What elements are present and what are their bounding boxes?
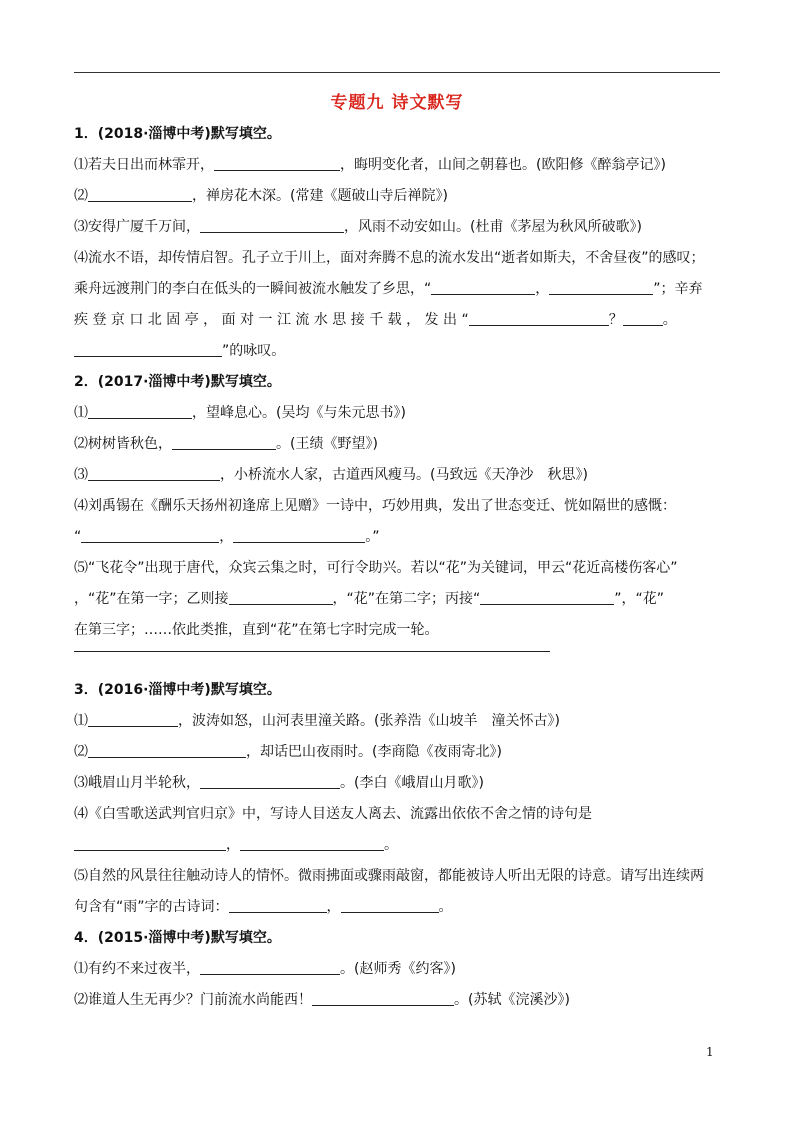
q2-item-5-line-1: [74, 558, 722, 578]
q3-item-1: [74, 711, 722, 731]
q4-item-1-text-a: ⑴有约不来过夜半，: [74, 961, 200, 977]
answer-blank[interactable]: [312, 991, 454, 1006]
q3-item-4-text: ⑷《白雪歌送武判官归京》中，写诗人目送友人离去、流露出依依不舍之情的诗句是: [74, 806, 592, 822]
page-number: 1: [706, 1045, 714, 1059]
answer-blank[interactable]: [200, 774, 340, 789]
document-body: [74, 124, 722, 1021]
q1-item-4-text: ⑷流水不语，却传情启智。孔子立于川上，面对奔腾不息的流水发出“逝者如斯夫，不舍昼夜”的感叹；: [74, 250, 705, 266]
answer-blank[interactable]: [469, 311, 609, 326]
q1-item-4-text-e: ？: [608, 312, 623, 328]
answer-blank[interactable]: [214, 156, 340, 171]
q2-item-5-line-3: [74, 620, 722, 640]
q1-item-2-text-a: ⑵: [74, 188, 88, 204]
answer-blank[interactable]: [74, 836, 226, 851]
q3-item-2-text-a: ⑵: [74, 744, 88, 760]
q1-item-1-text-a: ⑴若夫日出而林霏开，: [74, 157, 214, 173]
q2-item-1-text-a: ⑴: [74, 405, 88, 421]
q3-item-3-text-b: 。(李白《峨眉山月歌》): [340, 775, 484, 791]
q4-item-2-text-b: 。(苏轼《浣溪沙》): [454, 992, 570, 1008]
answer-blank[interactable]: [200, 218, 344, 233]
q4-heading: 4．(2015·淄博中考)默写填空。: [74, 930, 281, 946]
q3-item-5-line-2: [74, 897, 722, 917]
q2-item-5-text-a: ，“花”在第一字；乙则接: [74, 591, 229, 607]
q2-item-4-text: ⑷刘禹锡在《酬乐天扬州初逢席上见赠》一诗中，巧妙用典，发出了世态变迁、恍如隔世的感慨：: [74, 498, 676, 514]
q2-item-4-text-c: 。”: [365, 529, 380, 545]
q2-item-4-line-1: [74, 496, 722, 516]
answer-blank[interactable]: [74, 342, 222, 357]
answer-blank[interactable]: [88, 743, 246, 758]
answer-blank[interactable]: [229, 590, 333, 605]
q3-heading: 3．(2016·淄博中考)默写填空。: [74, 682, 281, 698]
header-rule: [74, 72, 720, 73]
answer-blank[interactable]: [341, 898, 439, 913]
q3-item-4-text-c: 。: [384, 837, 398, 853]
q1-item-4-text-d: 疾 登 京 口 北 固 亭 ， 面 对 一 江 流 水 思 接 千 载 ， 发 出 “: [74, 312, 469, 328]
q3-item-4-line-1: [74, 804, 722, 824]
q2-item-1: [74, 403, 722, 423]
q2-item-5-line-2: [74, 589, 722, 609]
q3-item-1-text-b: ，波涛如怒，山河表里潼关路。(张养浩《山坡羊 潼关怀古》): [178, 713, 560, 729]
q1-item-1: [74, 155, 722, 175]
q1-item-4-line-4: [74, 341, 722, 361]
q2-item-5-text-d: 在第三字；……依此类推，直到“花”在第七字时完成一轮。: [74, 622, 439, 638]
q3-item-5-text-b: ，: [326, 899, 341, 915]
answer-blank[interactable]: [88, 187, 192, 202]
q3-item-1-text-a: ⑴: [74, 713, 88, 729]
q1-item-4-text-c: ”；辛弃: [653, 281, 703, 297]
answer-line[interactable]: [74, 651, 550, 652]
q1-item-4-line-3: [74, 310, 722, 330]
q1-item-4-text-f: 。: [662, 312, 677, 328]
q1-item-4-text-b: ，: [535, 281, 550, 297]
q3-item-3-text-a: ⑶峨眉山月半轮秋，: [74, 775, 200, 791]
q2-item-4-text-b: ，: [219, 529, 234, 545]
answer-blank[interactable]: [88, 466, 220, 481]
q1-item-4-text-g: ”的咏叹。: [222, 343, 286, 359]
answer-blank[interactable]: [229, 898, 327, 913]
q2-item-1-text-b: ，望峰息心。(吴均《与朱元思书》): [192, 405, 406, 421]
q3-item-2: [74, 742, 722, 762]
q2-item-5-text-b: ，“花”在第二字；丙接“: [332, 591, 481, 607]
q4-item-1: [74, 959, 722, 979]
q1-item-2: [74, 186, 722, 206]
answer-blank[interactable]: [200, 960, 340, 975]
q1-heading: 1．(2018·淄博中考)默写填空。: [74, 126, 281, 142]
q4-item-2-text-a: ⑵谁道人生无再少？门前流水尚能西！: [74, 992, 312, 1008]
q2-item-5-text: ⑸“飞花令”出现于唐代，众宾云集之时，可行令助兴。若以“花”为关键词，甲云“花近高楼伤客心”: [74, 560, 678, 576]
q2-item-4-line-2: [74, 527, 722, 547]
q2-item-2-text-a: ⑵树树皆秋色，: [74, 436, 172, 452]
q1-item-3-text-b: ，风雨不动安如山。(杜甫《茅屋为秋风所破歌》): [344, 219, 642, 235]
answer-blank[interactable]: [88, 404, 192, 419]
q4-item-2: [74, 990, 722, 1010]
q2-item-3-text-a: ⑶: [74, 467, 88, 483]
q1-item-2-text-b: ，禅房花木深。(常建《题破山寺后禅院》): [192, 188, 448, 204]
q3-item-4-text-b: ，: [226, 837, 240, 853]
q3-item-5-text-a: 句含有“雨”字的古诗词：: [74, 899, 229, 915]
q1-item-4-line-2: [74, 279, 722, 299]
q2-item-2-text-b: 。(王绩《野望》): [276, 436, 378, 452]
q2-item-5-text-c: ”，“花”: [614, 591, 665, 607]
q2-item-4-text-a: “: [74, 529, 82, 545]
q4-item-1-text-b: 。(赵师秀《约客》): [340, 961, 456, 977]
q3-item-4-line-2: [74, 835, 722, 855]
q3-item-5-text-c: 。: [438, 899, 453, 915]
q1-item-3-text-a: ⑶安得广厦千万间，: [74, 219, 200, 235]
q1-item-1-text-b: ，晦明变化者，山间之朝暮也。(欧阳修《醉翁亭记》): [340, 157, 666, 173]
answer-blank[interactable]: [81, 528, 219, 543]
answer-blank[interactable]: [623, 311, 663, 326]
answer-blank[interactable]: [549, 280, 653, 295]
q1-item-3: [74, 217, 722, 237]
answer-blank[interactable]: [88, 712, 178, 727]
q2-item-3: [74, 465, 722, 485]
answer-blank[interactable]: [240, 836, 384, 851]
q1-item-4-text-a: 乘舟远渡荆门的李白在低头的一瞬间被流水触发了乡思，“: [74, 281, 432, 297]
answer-blank[interactable]: [233, 528, 365, 543]
answer-blank[interactable]: [172, 435, 276, 450]
q2-item-2: [74, 434, 722, 454]
q2-heading: 2．(2017·淄博中考)默写填空。: [74, 374, 281, 390]
q3-item-5-line-1: [74, 866, 722, 886]
q2-item-3-text-b: ，小桥流水人家，古道西风瘦马。(马致远《天净沙 秋思》): [220, 467, 588, 483]
answer-blank[interactable]: [480, 590, 614, 605]
page-title: 专题九 诗文默写: [330, 93, 464, 113]
q1-item-4-line-1: [74, 248, 722, 268]
q3-item-5-text: ⑸自然的风景往往触动诗人的情怀。微雨拂面或骤雨敲窗，都能被诗人听出无限的诗意。请写出连续两: [74, 868, 704, 884]
q3-item-3: [74, 773, 722, 793]
answer-blank[interactable]: [431, 280, 535, 295]
q3-item-2-text-b: ，却话巴山夜雨时。(李商隐《夜雨寄北》): [246, 744, 502, 760]
